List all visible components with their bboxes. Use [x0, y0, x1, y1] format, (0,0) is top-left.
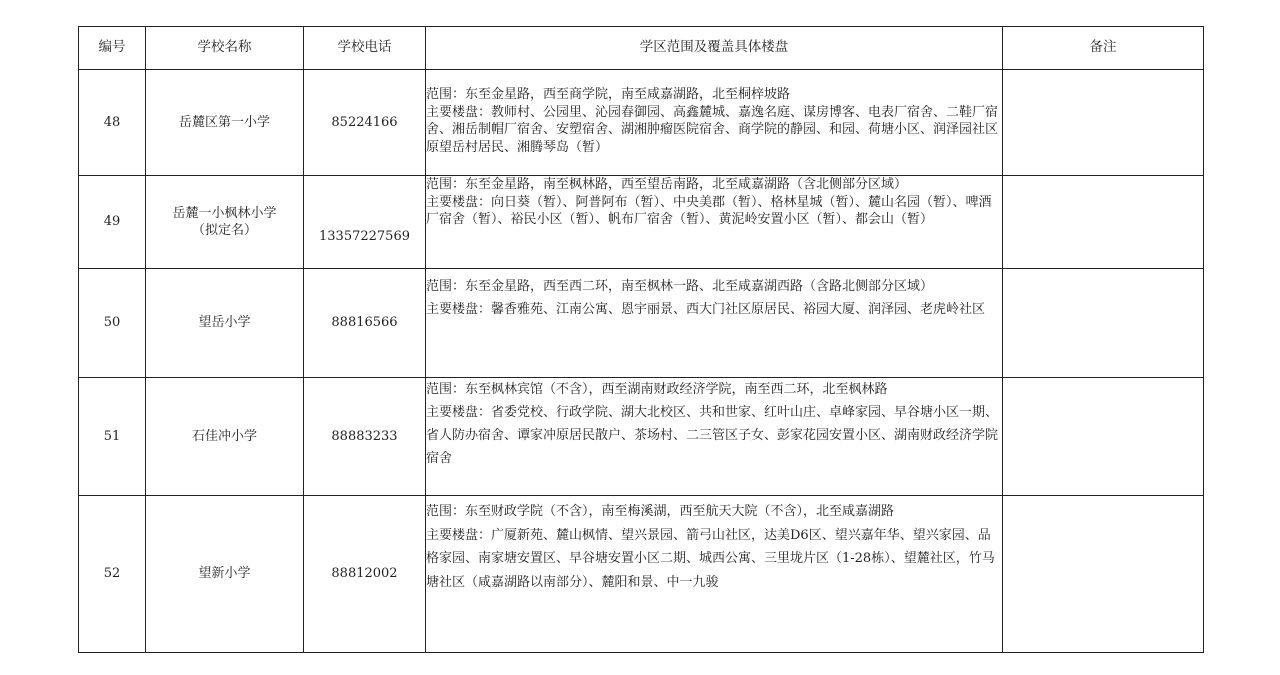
school-name-note: （拟定名）	[191, 223, 257, 238]
school-name: 望岳小学	[146, 269, 304, 378]
school-name	[146, 176, 304, 269]
school-district-table	[78, 26, 1204, 653]
district-scope: 范围：东至金星路，西至西二环，南至枫林一路、北至咸嘉湖西路（含路北侧部分区域）	[426, 279, 934, 294]
school-name: 望新小学	[146, 496, 304, 653]
header-id: 编号	[79, 27, 146, 70]
school-name-line: 岳麓一小枫林小学	[172, 205, 277, 221]
table-row	[79, 496, 1204, 653]
note-cell	[1003, 496, 1204, 653]
table-row	[79, 378, 1204, 496]
table-header-row	[79, 27, 1204, 70]
school-phone: 88812002	[304, 496, 426, 653]
district-range-cell	[426, 496, 1003, 653]
school-phone	[304, 176, 426, 269]
school-phone: 85224166	[304, 70, 426, 176]
row-id: 50	[79, 269, 146, 378]
district-estates: 主要楼盘：省委党校、行政学院、湖大北校区、共和世家、红叶山庄、卓峰家园、早谷塘小区一期、省人防办宿舍、谭家冲原居民散户、茶场村、二三管区子女、彭家花园安置小区、湖南财政经济学院宿舍	[426, 405, 999, 466]
district-range-cell	[426, 378, 1003, 496]
table-row	[79, 269, 1204, 378]
school-phone-value: 13357227569	[319, 229, 410, 245]
row-id: 48	[79, 70, 146, 176]
district-estates: 主要楼盘：教师村、公园里、沁园春御园、高鑫麓城、嘉逸名庭、谋房博客、电表厂宿舍、二鞋厂宿舍、湘岳制帽厂宿舍、安塑宿舍、湖湘肿瘤医院宿舍、商学院的静园、和园、荷塘小区、润泽园社区原望岳村居民、湘腾琴岛（暂）	[426, 104, 999, 155]
school-name: 岳麓区第一小学	[146, 70, 304, 176]
header-school-name: 学校名称	[146, 27, 304, 70]
table-row	[79, 176, 1204, 269]
header-district-range: 学区范围及覆盖具体楼盘	[426, 27, 1003, 70]
note-cell	[1003, 70, 1204, 176]
note-cell	[1003, 176, 1204, 269]
table-row	[79, 70, 1204, 176]
district-estates: 主要楼盘：馨香雅苑、江南公寓、恩宇丽景、西大门社区原居民、裕园大厦、润泽园、老虎岭社区	[426, 302, 986, 317]
school-phone: 88883233	[304, 378, 426, 496]
row-id: 49	[79, 176, 146, 269]
district-range-cell	[426, 269, 1003, 378]
school-phone: 88816566	[304, 269, 426, 378]
district-range-cell	[426, 176, 1003, 269]
header-note: 备注	[1003, 27, 1204, 70]
school-name: 石佳冲小学	[146, 378, 304, 496]
note-cell	[1003, 269, 1204, 378]
district-estates: 主要楼盘：广厦新苑、麓山枫情、望兴景园、箭弓山社区，达美D6区、望兴嘉年华、望兴家园、品格家园、南家塘安置区、早谷塘安置小区二期、城西公寓、三里垅片区（1-28栋）、望麓社区，竹马塘社区（咸嘉湖路以南部分）、麓阳和景、中一九骏	[426, 527, 995, 590]
header-school-phone: 学校电话	[304, 27, 426, 70]
note-cell	[1003, 378, 1204, 496]
district-scope: 范围：东至金星路，西至商学院，南至咸嘉湖路，北至桐梓坡路	[426, 87, 791, 102]
district-scope: 范围：东至财政学院（不含），南至梅溪湖，西至航天大院（不含），北至咸嘉湖路	[426, 504, 895, 519]
row-id: 51	[79, 378, 146, 496]
district-scope: 范围：东至枫林宾馆（不含），西至湖南财政经济学院，南至西二环，北至枫林路	[426, 382, 888, 397]
row-id: 52	[79, 496, 146, 653]
district-range-cell	[426, 70, 1003, 176]
district-scope: 范围：东至金星路，南至枫林路，西至望岳南路，北至咸嘉湖路（含北侧部分区域）	[426, 177, 908, 192]
district-estates: 主要楼盘：向日葵（暂）、阿普阿布（暂）、中央美郡（暂）、格林星城（暂）、麓山名园（暂）、啤酒厂宿舍（暂）、裕民小区（暂）、帆布厂宿舍（暂）、黄泥岭安置小区（暂）、都会山（暂）	[426, 194, 992, 227]
